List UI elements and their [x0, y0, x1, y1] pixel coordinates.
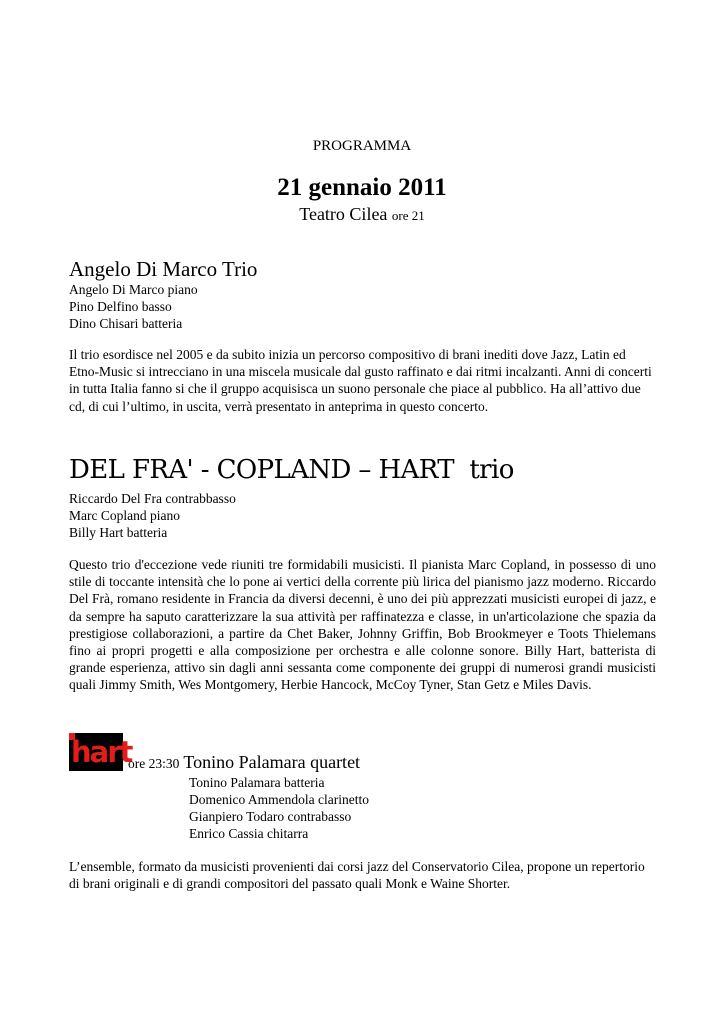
description-palamara-quartet: L’ensemble, formato da musicisti provenienti dai corsi jazz del Conservatorio Cilea, propone un repertorio di brani originali e di grandi compositori del passato quali Monk e Waine Shorter.	[69, 859, 645, 892]
section-title-di-marco-trio: Angelo Di Marco Trio	[69, 257, 258, 281]
lineup-palamara-quartet	[189, 774, 369, 842]
lineup-member: Marc Copland piano	[69, 508, 180, 523]
logo-text: hart	[71, 735, 132, 769]
lineup-member: Enrico Cassia chitarra	[189, 826, 309, 841]
lineup-member: Billy Hart batteria	[69, 525, 168, 540]
lineup-di-marco-trio	[69, 281, 198, 332]
lineup-del-fra-copland-hart	[69, 490, 236, 541]
description-di-marco-trio: Il trio esordisce nel 2005 e da subito inizia un percorso compositivo di brani inediti dove Jazz, Latin ed Etno-Music si intrecciano in una miscela musicale dal gusto raffinato e dai ritmi incalzanti. Anni di concerti in tutta Italia fanno si che il gruppo acquisisca un suono personale che piace al pubblico. Ha all’attivo due cd, di cui l’ultimo, in uscita, verrà presentato in anteprima in questo concerto.	[69, 347, 652, 414]
venue-time: ore 21	[391, 208, 425, 223]
section-title-del-fra-copland-hart: DEL FRA' - COPLAND – HART trio	[69, 455, 514, 485]
description-del-fra-copland-hart: Questo trio d'eccezione vede riuniti tre formidabili musicisti. Il pianista Marc Copland, in possesso di uno stile di toccante intensità che lo pone ai vertici della corrente più lirica del pianismo jazz moderno. Riccardo Del Frà, romano residente in Francia da diversi decenni, è uno dei più apprezzati musicisti europei di jazz, e da sempre ha saputo caratterizzare la sua attività per raffinatezza e classe, in un'articolazione che spazia da prestigiose collaborazioni, a partire da Chet Baker, Johnny Griffin, Bob Brookmeyer e Toots Thielemans fino ai propri progetti e alla composizione per orchestra e alle colonne sonore. Billy Hart, batterista di grande esperienza, attivo sin dagli anni sessanta come componente dei gruppi di numerosi grandi musicisti quali Jimmy Smith, Wes Montgomery, Herbie Hancock, McCoy Tyner, Stan Getz e Miles Davis.	[69, 557, 656, 693]
set-time: ore 23:30	[128, 756, 180, 771]
section-title-palamara-quartet: Tonino Palamara quartet	[183, 752, 361, 772]
lineup-member: Domenico Ammendola clarinetto	[189, 792, 369, 807]
lineup-member: Dino Chisari batteria	[69, 316, 183, 331]
venue-name: Teatro Cilea	[299, 204, 388, 224]
lineup-member: Tonino Palamara batteria	[189, 775, 325, 790]
hart-logo	[69, 733, 132, 771]
event-date: 21 gennaio 2011	[277, 174, 447, 201]
venue-line	[0, 203, 724, 227]
program-label: PROGRAMMA	[312, 138, 412, 154]
lineup-member: Gianpiero Todaro contrabasso	[189, 809, 352, 824]
lineup-member: Pino Delfino basso	[69, 299, 172, 314]
lineup-member: Angelo Di Marco piano	[69, 282, 198, 297]
section-header-palamara-quartet	[128, 752, 360, 773]
lineup-member: Riccardo Del Fra contrabbasso	[69, 491, 236, 506]
